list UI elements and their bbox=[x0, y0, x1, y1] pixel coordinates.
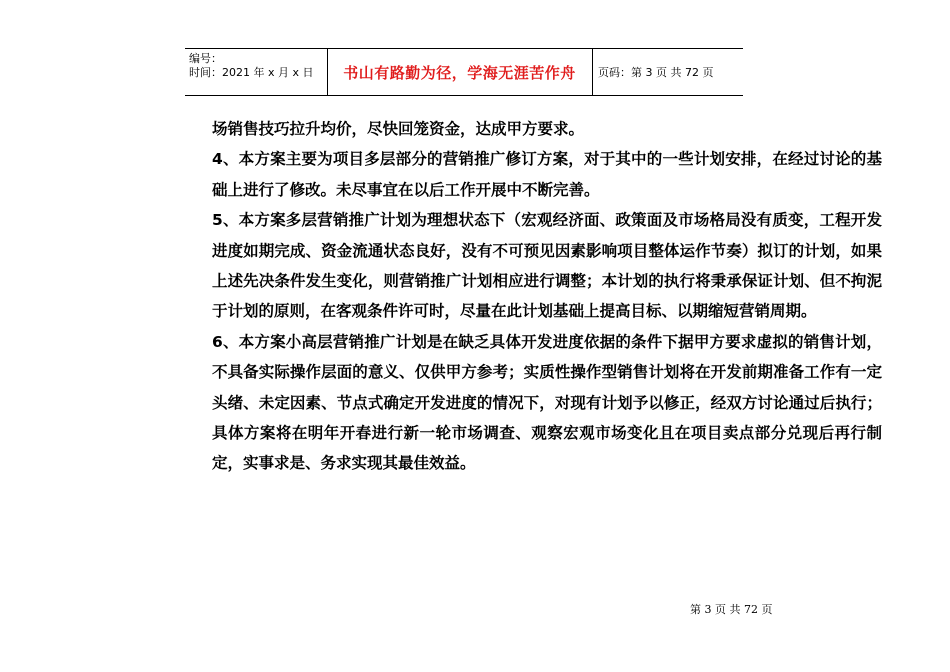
page-header bbox=[185, 48, 743, 96]
document-number-label: 编号： bbox=[189, 52, 222, 65]
header-page-code: 页码：第 3 页 共 72 页 bbox=[598, 66, 714, 79]
body-paragraph-item-4: 4、本方案主要为项目多层部分的营销推广修订方案，对于其中的一些计划安排，在经过讨论的基础上进行了修改。未尽事宜在以后工作开展中不断完善。 bbox=[212, 150, 882, 199]
document-time: 时间：2021 年 x 月 x 日 bbox=[189, 66, 314, 79]
header-motto: 书山有路勤为径，学海无涯苦作舟 bbox=[343, 63, 576, 82]
body-paragraph-item-5: 5、本方案多层营销推广计划为理想状态下（宏观经济面、政策面及市场格局没有质变，工程开发进度如期完成、资金流通状态良好，没有不可预见因素影响项目整体运作节奏）拟订的计划，如果上述先决条件发生变化，则营销推广计划相应进行调整；本计划的执行将秉承保证计划、但不拘泥于计划的原则，在客观条件许可时，尽量在此计划基础上提高目标、以期缩短营销周期。 bbox=[212, 211, 882, 321]
body-paragraph-item-6: 6、本方案小高层营销推广计划是在缺乏具体开发进度依据的条件下据甲方要求虚拟的销售计划，不具备实际操作层面的意义、仅供甲方参考；实质性操作型销售计划将在开发前期准备工作有一定头绪、未定因素、节点式确定开发进度的情况下，对现有计划予以修正，经双方讨论通过后执行；具体方案将在明年开春进行新一轮市场调查、观察宏观市场变化且在项目卖点部分兑现后再行制定，实事求是、务求实现其最佳效益。 bbox=[212, 332, 882, 473]
document-body bbox=[212, 114, 882, 479]
body-paragraph-continuation: 场销售技巧拉升均价，尽快回笼资金，达成甲方要求。 bbox=[212, 120, 585, 138]
page-footer-number: 第 3 页 共 72 页 bbox=[690, 603, 773, 616]
header-meta bbox=[189, 52, 327, 92]
